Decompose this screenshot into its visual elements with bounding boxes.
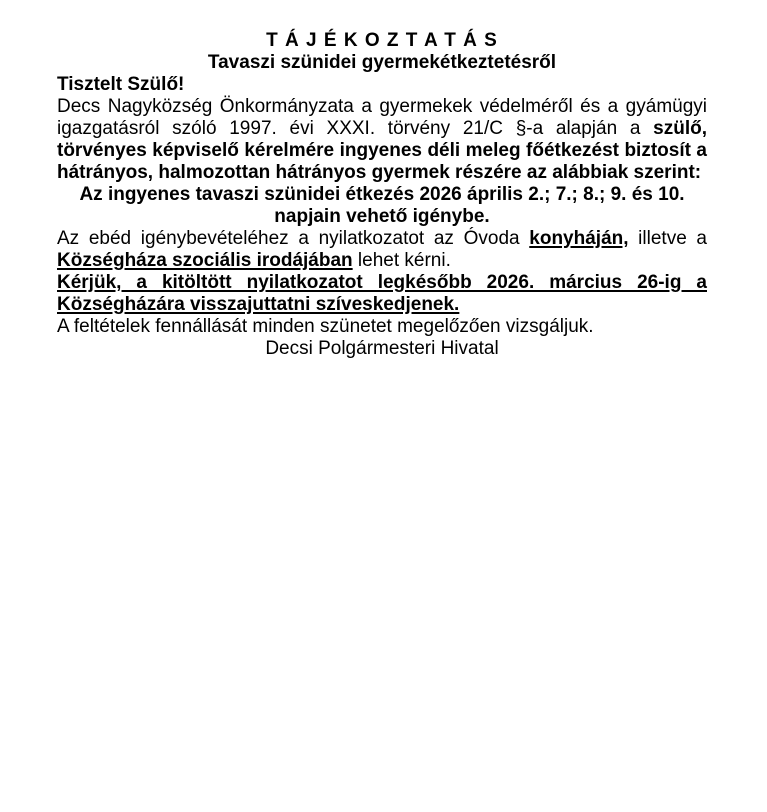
paragraph-request <box>57 228 707 272</box>
highlight-line-1: Az ingyenes tavaszi szünidei étkezés 2026 április 2.; 7.; 8.; 9. és 10. <box>79 184 685 205</box>
signature: Decsi Polgármesteri Hivatal <box>265 338 499 359</box>
paragraph-highlight <box>57 184 707 228</box>
paragraph-request-normal-1: Az ebéd igénybevételéhez a nyilatkozatot az Óvoda <box>57 228 530 249</box>
paragraph-note: A feltételek fennállását minden szünetet megelőzően vizsgáljuk. <box>57 316 594 337</box>
paragraph-deadline: Kérjük, a kitöltött nyilatkozatot legkésőbb 2026. március 26-ig a Községházára visszajuttatni szíveskedjenek. <box>57 272 707 315</box>
paragraph-request-emphasis-1: konyháján, <box>529 228 629 249</box>
paragraph-request-normal-3: lehet kérni. <box>352 250 451 271</box>
document-title: T Á J É K O Z T A T Á S <box>266 30 498 51</box>
paragraph-request-normal-2: illetve a <box>628 228 708 249</box>
highlight-line-2: napjain vehető igénybe. <box>274 206 490 227</box>
paragraph-request-emphasis-2: Községháza szociális irodájában <box>57 250 353 271</box>
paragraph-law <box>57 96 707 184</box>
document-subtitle: Tavaszi szünidei gyermekétkeztetésről <box>207 52 557 73</box>
paragraph-law-bold: szülő, törvényes képviselő kérelmére ingyenes déli meleg főétkezést biztosít a hátrányos, halmozottan hátrányos gyermek részére az alábbiak szerint: <box>57 118 707 183</box>
paragraph-law-normal: Decs Nagyközség Önkormányzata a gyermekek védelméről és a gyámügyi igazgatásról szóló 1997. évi XXXI. törvény 21/C §-a alapján a <box>57 96 707 139</box>
salutation: Tisztelt Szülő! <box>57 74 185 95</box>
